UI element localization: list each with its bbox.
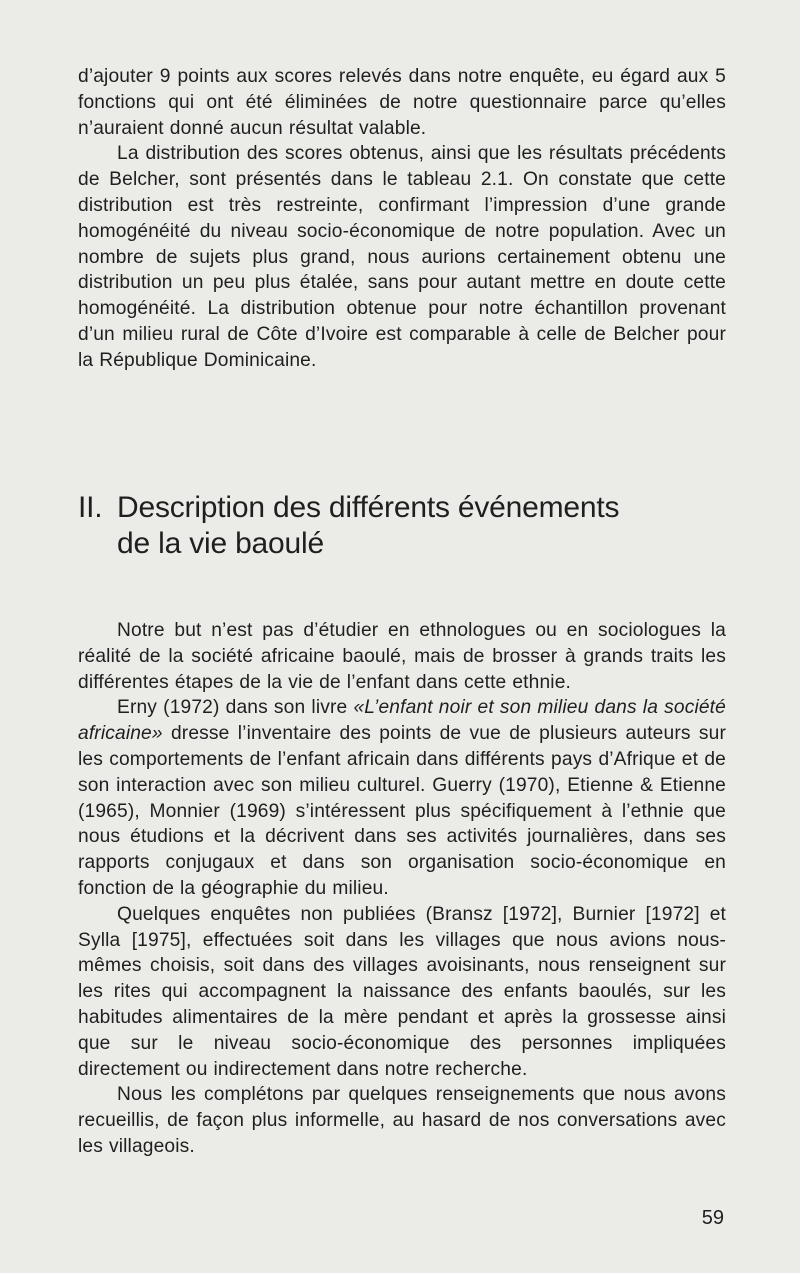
section-paragraph-1: Notre but n’est pas d’étudier en ethnologues ou en sociologues la réalité de la société africaine baoulé, mais de brosser à grands traits les différentes étapes de la vie de l’enfant dans cette ethnie. [78, 620, 726, 693]
section-body [78, 618, 726, 1160]
paragraph-2-start: Erny (1972) dans son livre [117, 697, 354, 719]
intro-paragraph-distribution: La distribution des scores obtenus, ainsi que les résultats précédents de Belcher, sont présentés dans le tableau 2.1. On constate que cette distribution est très restreinte, confirmant l’impression d’une grande homogénéité du niveau socio-économique de notre population. Avec un nombre de sujets plus grand, nous aurions certainement obtenu une distribution un peu plus étalée, sans pour autant mettre en doute cette homogénéité. La distribution obtenue pour notre échantillon provenant d’un milieu rural de Côte d’Ivoire est comparable à celle de Belcher pour la République Dominicaine. [78, 143, 726, 371]
section-heading [78, 490, 726, 562]
page-number: 59 [701, 1207, 724, 1229]
paragraph-2-end: dresse l’inventaire des points de vue de plusieurs auteurs sur les comportements de l’enfant africain dans différents pays d’Afrique et de son interaction avec son milieu culturel. Guerry (1970), Etienne & Etienne (1965), Monnier (1969) s’intéressent plus spécifiquement à l’ethnie que nous étudions et la décrivent dans ses activités journalières, dans ses rapports conjugaux et dans son organisation socio-économique en fonction de la géographie du milieu. [78, 723, 726, 899]
section-title-line-2: de la vie baoulé [117, 527, 324, 560]
book-title: «L’enfant noir et son milieu dans la société africaine» [78, 697, 726, 745]
section-paragraph-2 [78, 695, 726, 901]
section-paragraph-3: Quelques enquêtes non publiées (Bransz [1972], Burnier [1972] et Sylla [1975], effectuées soit dans les villages que nous avions nous-mêmes choisis, soit dans des villages avoisinants, nous renseignent sur les rites qui accompagnent la naissance des enfants baoulés, sur les habitudes alimentaires de la mère pendant et après la grossesse ainsi que sur le niveau socio-économique des personnes impliquées directement ou indirectement dans notre recherche. [78, 903, 726, 1080]
section-title [117, 490, 726, 562]
intro-paragraph-continued: d’ajouter 9 points aux scores relevés dans notre enquête, eu égard aux 5 fonctions qui ont été éliminées de notre questionnaire parce qu’elles n’auraient donné aucun résultat valable. [78, 66, 726, 139]
section-paragraph-4: Nous les complétons par quelques renseignements que nous avons recueillis, de façon plus informelle, au hasard de nos conversations avec les villageois. [78, 1084, 726, 1157]
section-number: II. [78, 491, 103, 524]
intro-text-block [78, 64, 726, 374]
section-title-line-1: Description des différents événements [117, 491, 620, 524]
